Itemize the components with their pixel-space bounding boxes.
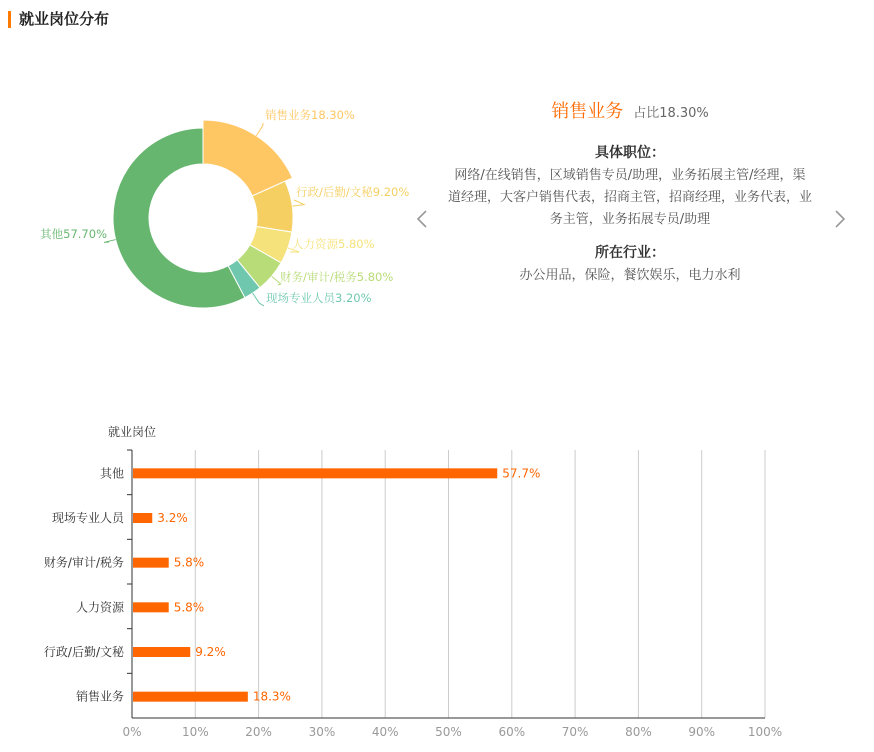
- bar-value-label: 9.2%: [195, 645, 226, 659]
- donut-leader-line: [253, 293, 264, 306]
- y-category-label: 销售业务: [75, 689, 124, 704]
- chevron-right-icon[interactable]: [828, 205, 852, 233]
- donut-leader-line: [256, 123, 263, 136]
- y-category-label: 财务/审计/税务: [43, 555, 124, 570]
- bar-value-label: 3.2%: [157, 511, 188, 525]
- bar[interactable]: [133, 602, 169, 612]
- x-tick-label: 0%: [122, 725, 142, 739]
- section-title: 就业岗位分布: [19, 10, 110, 28]
- bar-value-label: 18.3%: [252, 689, 291, 704]
- bar[interactable]: [133, 558, 169, 568]
- industries-text: 办公用品，保险，餐饮娱乐，电力水利: [519, 268, 741, 283]
- x-tick-label: 60%: [498, 725, 526, 739]
- bar[interactable]: [133, 692, 248, 702]
- x-tick-label: 40%: [371, 725, 399, 739]
- donut-chart: [0, 40, 420, 360]
- x-tick-label: 30%: [308, 725, 336, 739]
- y-axis-title: 就业岗位: [108, 425, 157, 439]
- bar-value-label: 5.8%: [173, 555, 205, 570]
- x-tick-label: 100%: [747, 725, 783, 739]
- x-tick-label: 10%: [181, 725, 209, 739]
- x-tick-label: 50%: [435, 725, 462, 739]
- y-category-label: 现场专业人员: [51, 511, 124, 525]
- detail-panel: [440, 90, 820, 310]
- donut-slice-label: 财务/审计/税务5.80%: [280, 270, 394, 284]
- detail-heading: [440, 100, 820, 126]
- positions-text: 网络/在线销售，区域销售专员/助理，业务拓展主管/经理，渠道经理，大客户销售代表，招商主管，招商经理，业务代表，业务主管，业务拓展专员/助理: [448, 168, 813, 227]
- donut-slice-label: 现场专业人员3.20%: [266, 291, 372, 305]
- y-category-label: 其他: [99, 466, 124, 481]
- x-tick-label: 20%: [245, 725, 272, 739]
- donut-slice-label: 人力资源5.80%: [292, 237, 375, 251]
- donut-slice-label: 其他57.70%: [40, 227, 107, 241]
- y-category-label: 人力资源: [75, 600, 124, 615]
- bar[interactable]: [133, 513, 152, 523]
- y-category-label: 行政/后勤/文秘: [43, 645, 124, 659]
- bar[interactable]: [133, 647, 190, 657]
- donut-slice-label: 行政/后勤/文秘9.20%: [296, 185, 410, 199]
- bar-value-label: 57.7%: [502, 466, 541, 481]
- detail-title: 销售业务: [551, 101, 624, 122]
- section-accent-bar: [8, 11, 11, 28]
- bar[interactable]: [133, 468, 497, 478]
- x-tick-label: 70%: [561, 725, 589, 739]
- section-header: [0, 0, 874, 40]
- bar-value-label: 5.8%: [173, 600, 205, 615]
- donut-leader-line: [292, 200, 304, 206]
- detail-share: 占比18.30%: [633, 106, 709, 121]
- bar-chart: [0, 415, 874, 752]
- positions-label: 具体职位：: [595, 145, 665, 161]
- donut-slice-label: 销售业务18.30%: [265, 108, 355, 122]
- industries-label: 所在行业：: [595, 245, 665, 261]
- x-tick-label: 80%: [625, 725, 652, 739]
- chevron-left-icon[interactable]: [410, 205, 434, 233]
- x-tick-label: 90%: [688, 725, 716, 739]
